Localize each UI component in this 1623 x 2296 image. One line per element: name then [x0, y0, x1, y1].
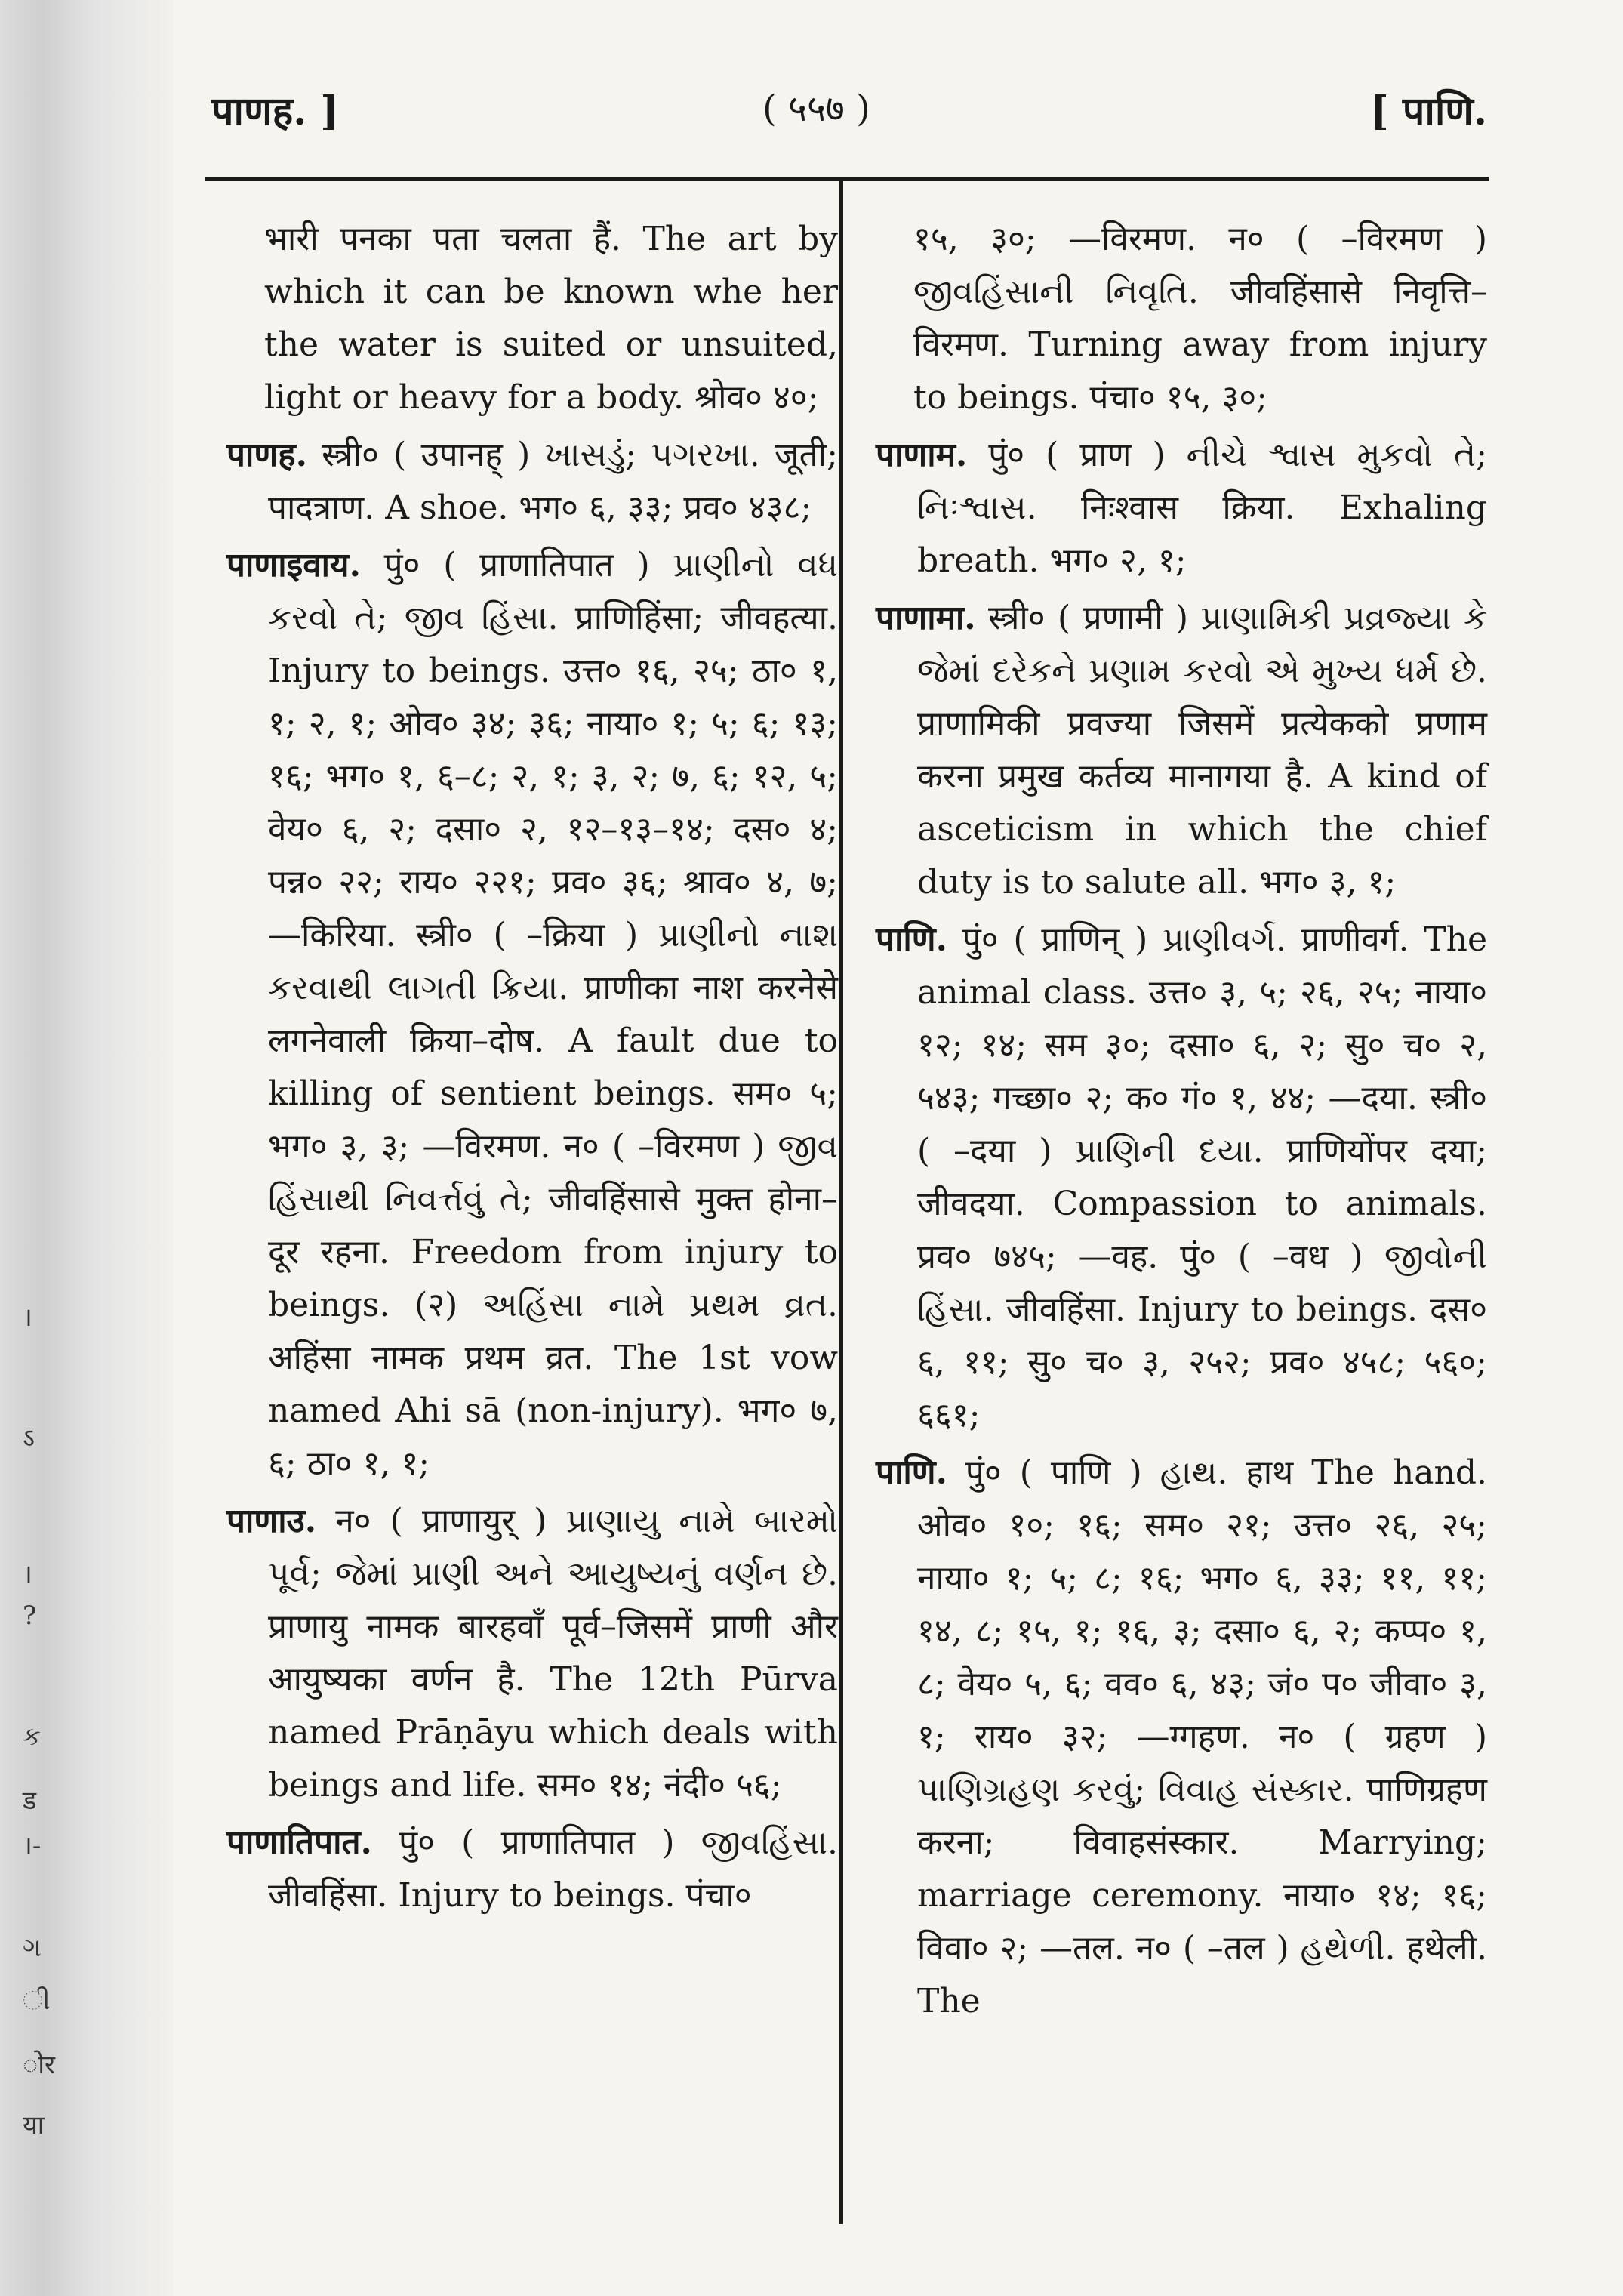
entry-body: पुं० ( प्राणातिपात ) જીવહિંસા. जीवहिंसा. Injury to beings. पंचा०: [268, 1823, 838, 1915]
dictionary-entry: [226, 539, 838, 1490]
page-header: [204, 83, 1487, 151]
margin-char: ।: [23, 1302, 32, 1333]
entry-headword: पाणाम.: [876, 436, 968, 474]
dictionary-entry: [226, 213, 838, 424]
dictionary-entry: [226, 1817, 838, 1922]
entry-body: स्त्री० ( उपानह् ) ખાસડું; પગરખા. जूती; पादत्राण. A shoe. भग० ६, ३३; प्रव० ४३८;: [268, 436, 838, 527]
entry-body: स्त्री० ( प्रणामी ) પ્રાણામિકી પ્રવ્રજ્યા કે જેમાં દરેકને પ્રણામ કરવો એ મુખ્ય ધર્મ છે. प्राणामिकी प्रवज्या जिसमें प्रत्येकको प्रणाम करना प्रमुख कर्तव्य मानागया है. A kind of asceticism in which the chief duty is to salute all. भग० ३, १;: [917, 599, 1487, 901]
entry-body: न० ( प्राणायुर् ) પ્રાણાયુ નામે બારમો પૂર્વ; જેમાં પ્રાણી અને આયુષ્યનું વર્ણન છે. प्राणायु नामक बारहवाँ पूर्व–जिसमें प्राणी और आयुष्यका वर्णन है. The 12th Pūrva named Prāṇāyu which deals with beings and life. सम० १४; नंदी० ५६;: [268, 1502, 838, 1804]
entry-body: १५, ३०; —विरमण. न० ( –विरमण ) જીવહિંસાની નિવૃતિ. जीवहिंसासे निवृत्ति–विरमण. Turning away from injury to beings. पंचा० १५, ३०;: [913, 220, 1487, 417]
margin-char: ऽ: [23, 1423, 35, 1453]
margin-char: ।: [23, 1559, 32, 1589]
entry-body: भारी पनका पता चलता हैं. The art by which it can be known whe her the water is suited or unsuited, light or heavy for a body. श्रोव० ४०;: [264, 220, 838, 417]
left-margin-fragments: [0, 0, 91, 2296]
header-rule: [205, 177, 1489, 181]
margin-char: ोर: [23, 2050, 55, 2080]
entry-body: पुं० ( पाणि ) હાથ. हाथ The hand. ओव० १०; १६; सम० २१; उत्त० २६, २५; नाया० १; ५; ८; १६; भग० ६, ३३; ११, ११; १४, ८; १५, १; १६, ३; दसा० ६, २; कप्प० १, ८; वेय० ५, ६; वव० ६, ४३; जं० प० जीवा० ३, १; राय० ३२; —ग्गहण. न० ( ग्रहण ) પાણિગ્રહણ કરવું; વિવાહ સંસ્કાર. पाणिग्रहण करना; विवाहसंस्कार. Marrying; marriage ceremony. नाया० १४; १६; विवा० २; —तल. न० ( –तल ) હથેળી. हथेली. The: [917, 1453, 1487, 2020]
entry-headword: पाणाउ.: [226, 1502, 317, 1540]
column-divider: [839, 178, 843, 2224]
entry-headword: पाणि.: [876, 920, 947, 959]
dictionary-entry: [876, 914, 1487, 1442]
margin-char: ड: [23, 1786, 37, 1816]
dictionary-entry: [226, 1495, 838, 1812]
header-left-guideword: पाणह. ]: [211, 88, 340, 134]
right-column: [876, 213, 1487, 2032]
dictionary-entry: [876, 592, 1487, 909]
entry-body: पुं० ( प्राण ) નીચે શ્વાસ મુકવો તે; નિઃશ્વાસ. निःश्वास क्रिया. Exhaling breath. भग० २, १;: [917, 436, 1487, 580]
entry-headword: पाणातिपात.: [226, 1823, 372, 1862]
margin-char: या: [23, 2110, 45, 2140]
margin-char: ી: [23, 1986, 51, 2016]
dictionary-entry: [226, 429, 838, 535]
dictionary-entry: [876, 1447, 1487, 2028]
dictionary-entry: [876, 213, 1487, 424]
entry-headword: पाणि.: [876, 1453, 947, 1492]
entry-headword: पाणाइवाय.: [226, 546, 361, 584]
left-column: [226, 213, 838, 1927]
dictionary-entry: [876, 429, 1487, 587]
entry-headword: पाणह.: [226, 436, 307, 474]
entry-body: पुं० ( प्राणिन् ) પ્રાણીવર્ગ. प्राणीवर्ग. The animal class. उत्त० ३, ५; २६, २५; नाया० १२; १४; सम ३०; दसा० ६, २; सु० च० २, ५४३; गच्छा० २; क० गं० १, ४४; —दया. स्त्री० ( –दया ) પ્રાણિની દયા. प्राणियोंपर दया; जीवदया. Compassion to animals. प्रव० ७४५; —वह. पुं० ( –वध ) જીવોની હિંસા. जीवहिंसा. Injury to beings. दस० ६, ११; सु० च० ३, २५२; प्रव० ४५८; ५६०; ६६१;: [917, 920, 1487, 1435]
header-right-guideword: [ पाणि.: [1370, 88, 1487, 134]
entry-headword: पाणामा.: [876, 599, 976, 637]
margin-char: ક: [23, 1721, 42, 1752]
margin-char: ?: [23, 1601, 37, 1631]
entry-body: पुं० ( प्राणातिपात ) પ્રાણીનો વધ કરવો તે; જીવ હિંસા. प्राणिहिंसा; जीवहत्या. Injury to beings. उत्त० १६, २५; ठा० १, १; २, १; ओव० ३४; ३६; नाया० १; ५; ६; १३; १६; भग० १, ६–८; २, १; ३, २; ७, ६; १२, ५; वेय० ६, २; दसा० २, १२–१३–१४; दस० ४; पन्न० २२; राय० २२१; प्रव० ३६; श्राव० ४, ७; —किरिया. स्त्री० ( –क्रिया ) પ્રાણીનો નાશ કરવાથી લાગતી ક્રિયા. प्राणीका नाश करनेसे लगनेवाली क्रिया–दोष. A fault due to killing of sentient beings. सम० ५; भग० ३, ३; —विरमण. न० ( –विरमण ) જીવ હિંસાથી નિવર્ત્તવું તે; जीवहिंसासे मुक्त होना–दूर रहना. Freedom from injury to beings. (२) અહિંસા નામે પ્રથમ વ્રત. अहिंसा नामक प्रथम व्रत. The 1st vow named Ahi sā (non-injury). भग० ७, ६; ठा० १, १;: [268, 546, 838, 1483]
margin-char: ।-: [23, 1831, 42, 1861]
margin-char: ગ: [23, 1933, 42, 1963]
page-number: ( ५५७ ): [762, 88, 870, 130]
